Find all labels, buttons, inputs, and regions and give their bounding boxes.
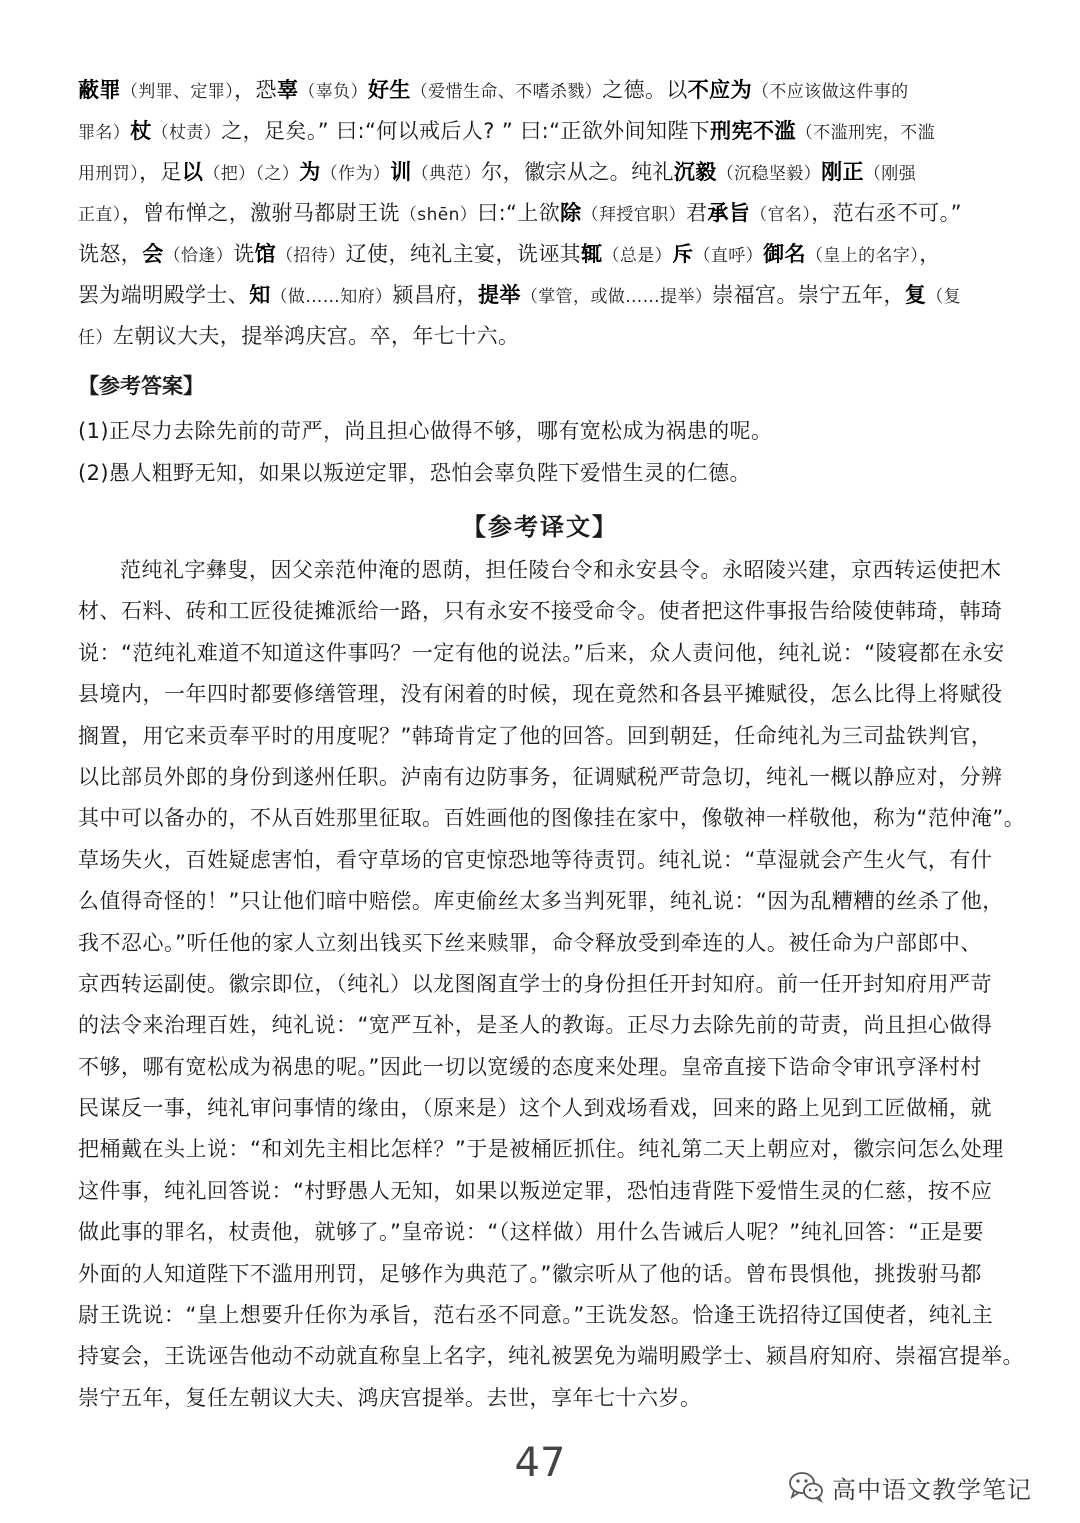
- glossed-term: 御名: [763, 242, 806, 266]
- glossed-term: 馆: [254, 242, 277, 266]
- translation-line: 其中可以备办的，不从百姓那里征取。百姓画他的图像挂在家中，像敬神一样敬他，称为“范仲淹”。: [78, 806, 1026, 831]
- gloss-note: （官名）: [750, 205, 812, 225]
- gloss-note: （直呼）: [693, 246, 764, 266]
- original-text: 诜: [233, 242, 255, 266]
- translation-line: 这件事，纯礼回答说：“村野愚人无知，如果以叛逆定罪，恐怕违背陛下爱惜生灵的仁慈，按不应: [78, 1178, 993, 1203]
- glossed-term: 除: [560, 201, 582, 225]
- wechat-icon: [788, 1471, 824, 1503]
- gloss-note: （皇上的名字）: [805, 246, 920, 266]
- glossed-term: 沉毅: [673, 160, 717, 184]
- gloss-note: （总是）: [602, 246, 673, 266]
- gloss-note: （不应该做这件事的: [751, 82, 909, 102]
- translation-line: 草场失火，百姓疑虑害怕，看守草场的官吏惊恐地等待责罚。纯礼说：“草湿就会产生火气，有什: [78, 847, 993, 872]
- gloss-note: （典范）: [411, 164, 482, 184]
- gloss-note: （杖责）: [151, 123, 222, 143]
- gloss-note: 任）: [78, 328, 113, 348]
- gloss-note: （招待）: [276, 246, 346, 266]
- gloss-line: [78, 111, 1000, 152]
- gloss-note: （把）（之）: [203, 164, 300, 184]
- translation-line: 县境内，一年四时都要修缮管理，没有闲着的时候，现在竟然和各县平摊赋役，怎么比得上将赋役: [78, 682, 1003, 707]
- original-text: 之德。以: [602, 78, 688, 102]
- translation-line: 范纯礼字彝叟，因父亲范仲淹的恩荫，担任陵台令和永安县令。永昭陵兴建，京西转运使把木: [120, 558, 1002, 582]
- annotated-original-text: [78, 70, 1000, 357]
- answer-item: (2)愚人粗野无知，如果以叛逆定罪，恐怕会辜负陛下爱惜生灵的仁德。: [78, 461, 751, 485]
- gloss-note: （作为）: [320, 164, 391, 184]
- glossed-term: 刑宪不滥: [710, 119, 796, 143]
- gloss-note: （shēn）: [399, 205, 478, 225]
- watermark-text: 高中语文教学笔记: [832, 1475, 1032, 1504]
- gloss-note: （判罪、定罪）: [120, 82, 235, 102]
- gloss-note: （做……知府）: [270, 287, 393, 307]
- glossed-term: 以: [181, 160, 204, 184]
- translation-line: 不够，哪有宽松成为祸患的呢。”因此一切以宽缓的态度来处理。皇帝直接下诰命令审讯亨泽村村: [78, 1054, 982, 1079]
- original-text: ，: [919, 242, 941, 266]
- original-text: 尔，徽宗从之。纯礼: [481, 160, 674, 184]
- gloss-note: （恰逢）: [163, 246, 234, 266]
- original-text: 辽使，纯礼主宴，诜诬其: [345, 242, 582, 266]
- glossed-term: 不应为: [687, 78, 752, 102]
- translation-line: 把桶戴在头上说：“和刘先主相比怎样？”于是被桶匠抓住。纯礼第二天上朝应对，徽宗问怎么处理: [78, 1137, 1004, 1162]
- glossed-term: 复: [904, 283, 927, 307]
- translation-line: 材、石料、砖和工匠役徒摊派给一路，只有永安不接受命令。使者把这件事报告给陵使韩琦，韩琦: [78, 599, 1003, 624]
- original-text: 君: [685, 201, 708, 225]
- watermark: [788, 1463, 1032, 1511]
- original-text: 罢为端明殿学士、: [78, 283, 250, 307]
- gloss-note: （刚强: [863, 164, 917, 184]
- glossed-term: 蔽罪: [78, 78, 121, 102]
- answers-list: [78, 410, 1000, 494]
- gloss-line: [78, 193, 1000, 234]
- original-text: 曰:“上欲: [477, 201, 561, 225]
- original-text: 颍昌府，: [392, 283, 479, 307]
- translation-line: 崇宁五年，复任左朝议大夫、鸿庆宫提举。去世，享年七十六岁。: [78, 1385, 702, 1410]
- translation-line: 做此事的罪名，杖责他，就够了。”皇帝说：“（这样做）用什么告诫后人呢？”纯礼回答：“正是要: [78, 1220, 985, 1245]
- gloss-note: （爱惜生命、不嗜杀戮）: [410, 82, 603, 102]
- glossed-term: 辄: [581, 242, 603, 266]
- translation-line: 我不忍心。”听任他的家人立刻出钱买下丝来赎罪，命令释放受到牵连的人。被任命为户部郎中、: [78, 930, 982, 955]
- translation-line: 外面的人知道陛下不滥用刑罚，足够作为典范了。”徽宗听从了他的话。曾布畏惧他，挑拨驸马都: [78, 1261, 982, 1286]
- original-text: ，曾布惮之，激驸马都尉王诜: [121, 201, 400, 225]
- translation-line: 么值得奇怪的！”只让他们暗中赔偿。库吏偷丝太多当判死罪，纯礼说：“因为乱糟糟的丝杀了他，: [78, 889, 1004, 914]
- original-text: 诜怒，: [78, 242, 143, 266]
- gloss-note: （不滥刑宪，不滥: [795, 123, 935, 143]
- glossed-term: 斥: [672, 242, 694, 266]
- translation-line: 尉王诜说：“皇上想要升任你为承旨，范右丞不同意。”王诜发怒。恰逢王诜招待辽国使者，纯礼主: [78, 1303, 994, 1328]
- answer-item: (1)正尽力去除先前的苛严，尚且担心做得不够，哪有宽松成为祸患的呢。: [78, 419, 773, 443]
- translation-line: 持宴会，王诜诬告他动不动就直称皇上名字，纯礼被罢免为端明殿学士、颍昌府知府、崇福宫提举。: [78, 1344, 1024, 1369]
- gloss-line: [78, 316, 1000, 357]
- glossed-term: 为: [299, 160, 321, 184]
- gloss-line: [78, 234, 1000, 275]
- glossed-term: 训: [390, 160, 412, 184]
- translation-line: 说：“范纯礼难道不知道这件事吗？一定有他的说法。”后来，众人责问他，纯礼说：“陵寝都在永安: [78, 640, 1005, 665]
- original-text: 崇福宫。崇宁五年，: [712, 283, 905, 307]
- translation-line: 以比部员外郎的身份到遂州任职。泸南有边防事务，征调赋税严苛急切，纯礼一概以静应对，分辨: [78, 764, 1003, 789]
- gloss-line: [78, 70, 1000, 111]
- gloss-note: 罪名）: [78, 123, 131, 143]
- original-text: ，足: [139, 160, 182, 184]
- answers-heading: 【参考答案】: [78, 374, 204, 398]
- gloss-note: 正直）: [78, 205, 122, 225]
- translation-body: [78, 550, 1026, 1419]
- original-text: ，恐: [234, 78, 277, 102]
- gloss-note: （辜负）: [298, 82, 368, 102]
- glossed-term: 辜: [276, 78, 299, 102]
- gloss-note: （掌管，或做……提举）: [520, 287, 713, 307]
- translation-line: 搁置，用它来贡奉平时的用度呢？”韩琦肯定了他的回答。回到朝廷，任命纯礼为三司盐铁判官，: [78, 723, 993, 748]
- translation-line: 民谋反一事，纯礼审问事情的缘由，（原来是）这个人到戏场看戏，回来的路上见到工匠做桶，就: [78, 1096, 992, 1121]
- translation-line: 京西转运副使。徽宗即位，（纯礼）以龙图阁直学士的身份担任开封知府。前一任开封知府用严苛: [78, 971, 992, 996]
- translation-line: 的法令来治理百姓，纯礼说：“宽严互补，是圣人的教诲。正尽力去除先前的苛责，尚且担心做得: [78, 1013, 993, 1038]
- page-number: 47: [514, 1440, 566, 1486]
- original-text: ，范右丞不可。”: [811, 201, 962, 225]
- gloss-line: [78, 152, 1000, 193]
- gloss-line: [78, 275, 1000, 316]
- gloss-note: 用刑罚）: [78, 164, 140, 184]
- glossed-term: 知: [249, 283, 271, 307]
- glossed-term: 刚正: [821, 160, 864, 184]
- gloss-note: （沉稳坚毅）: [716, 164, 822, 184]
- gloss-note: （复: [926, 287, 962, 307]
- glossed-term: 承旨: [707, 201, 751, 225]
- translation-title: 【参考译文】: [462, 513, 618, 541]
- glossed-term: 杖: [130, 119, 152, 143]
- glossed-term: 好生: [367, 78, 411, 102]
- glossed-term: 会: [142, 242, 164, 266]
- glossed-term: 提举: [478, 283, 521, 307]
- original-text: 左朝议大夫，提举鸿庆宫。卒，年七十六。: [112, 324, 520, 348]
- original-text: 之，足矣。” 曰:“何以戒后人? ” 曰:“正欲外间知陛下: [221, 119, 711, 143]
- gloss-note: （拜授官职）: [581, 205, 686, 225]
